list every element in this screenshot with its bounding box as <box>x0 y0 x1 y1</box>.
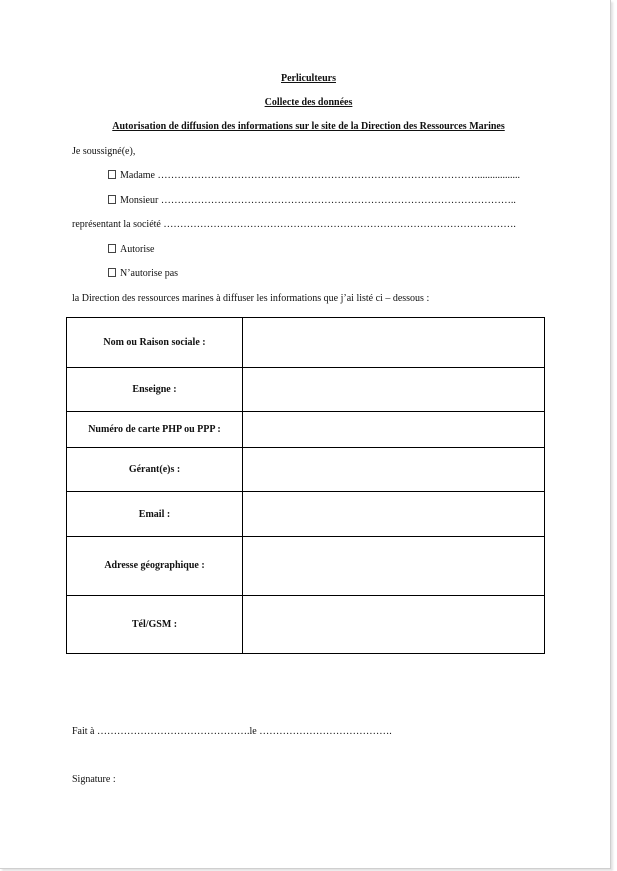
table-row <box>67 536 545 595</box>
checkbox-icon[interactable] <box>108 244 116 253</box>
row-value-field[interactable] <box>243 448 545 492</box>
row-label: Email : <box>67 492 243 536</box>
row-label: Gérant(e)s : <box>67 448 243 492</box>
statement-text: la Direction des ressources marines à diffuser les informations que j’ai listé ci – dessous : <box>72 293 430 304</box>
intro-text: Je soussigné(e), <box>72 146 136 157</box>
option-monsieur[interactable] <box>108 195 516 206</box>
table-row <box>67 412 545 448</box>
row-value-field[interactable] <box>243 595 545 653</box>
option-nautorise-label: N’autorise pas <box>120 268 179 279</box>
row-value-field[interactable] <box>243 318 545 368</box>
signature-label: Signature : <box>72 774 116 785</box>
row-value-field[interactable] <box>243 492 545 536</box>
row-label: Tél/GSM : <box>67 595 243 653</box>
table-row <box>67 448 545 492</box>
table-row <box>67 318 545 368</box>
table-row <box>67 595 545 653</box>
checkbox-icon[interactable] <box>108 195 116 204</box>
table-row <box>67 368 545 412</box>
option-autorise-label: Autorise <box>120 244 155 255</box>
checkbox-icon[interactable] <box>108 268 116 277</box>
row-value-field[interactable] <box>243 536 545 595</box>
table-row <box>67 492 545 536</box>
checkbox-icon[interactable] <box>108 170 116 179</box>
document-heading: Autorisation de diffusion des informations sur le site de la Direction des Ressources Marines <box>112 121 505 132</box>
row-value-field[interactable] <box>243 412 545 448</box>
row-label: Adresse géographique : <box>67 536 243 595</box>
row-label: Nom ou Raison sociale : <box>67 318 243 368</box>
document-title: Perliculteurs <box>281 73 336 84</box>
document-subtitle: Collecte des données <box>264 97 353 108</box>
option-madame[interactable] <box>108 170 520 181</box>
row-value-field[interactable] <box>243 368 545 412</box>
company-line: représentant la société ……………………………………………………………………………………………. <box>72 219 516 230</box>
option-autorise[interactable] <box>108 244 154 255</box>
option-monsieur-label: Monsieur …………………………………………………………………………………………….. <box>120 195 516 206</box>
place-date-line: Fait à ……………………………………….le …………………………………. <box>72 726 392 737</box>
row-label: Enseigne : <box>67 368 243 412</box>
info-table <box>66 317 545 654</box>
row-label: Numéro de carte PHP ou PPP : <box>67 412 243 448</box>
option-nautorise[interactable] <box>108 268 178 279</box>
option-madame-label: Madame ……………………………………………………………………………………................. <box>120 170 520 181</box>
